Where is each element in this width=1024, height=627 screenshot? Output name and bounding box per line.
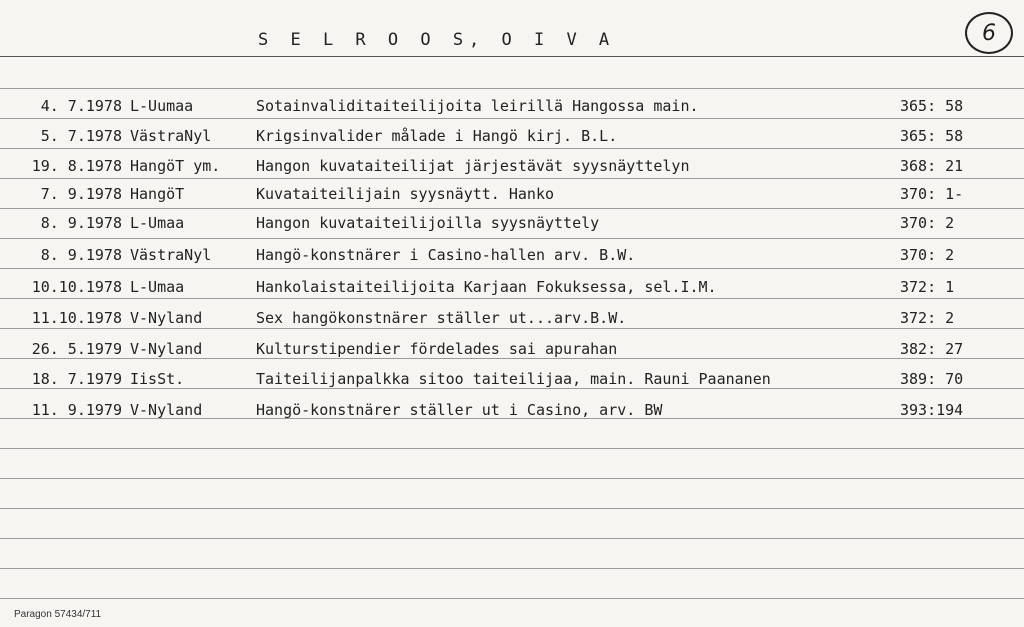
entry-date: 5. 7.1978: [40, 127, 122, 145]
entry-source: IisSt.: [130, 370, 185, 388]
entry-date: 8. 9.1978: [40, 246, 122, 264]
entry-reference: 382: 27: [900, 340, 964, 358]
entry-source: V-Nyland: [130, 401, 203, 419]
ruled-line: [0, 88, 1024, 89]
entry-row: [0, 127, 1024, 155]
entry-reference: 370: 1-: [900, 185, 964, 203]
entry-source: HangöT: [130, 185, 185, 203]
entry-row: [0, 214, 1024, 242]
entry-title: Hankolaistaiteilijoita Karjaan Fokuksessa, sel.I.M.: [256, 278, 717, 296]
entry-row: [0, 246, 1024, 274]
page-number-circle: 6: [965, 12, 1013, 54]
ruled-line: [0, 448, 1024, 449]
entry-row: [0, 309, 1024, 337]
entry-reference: 370: 2: [900, 214, 955, 232]
entry-source: HangöT ym.: [130, 157, 221, 175]
entry-source: VästraNyl: [130, 127, 212, 145]
entry-row: [0, 185, 1024, 213]
entry-title: Krigsinvalider målade i Hangö kirj. B.L.: [256, 127, 618, 145]
entry-date: 26. 5.1979: [31, 340, 122, 358]
entry-reference: 365: 58: [900, 97, 964, 115]
entry-title: Hangon kuvataiteilijoilla syysnäyttely: [256, 214, 600, 232]
entry-title: Kuvataiteilijain syysnäytt. Hanko: [256, 185, 555, 203]
entry-title: Hangö-konstnärer ställer ut i Casino, arv. BW: [256, 401, 663, 419]
entry-title: Kulturstipendier fördelades sai apurahan: [256, 340, 618, 358]
entry-reference: 389: 70: [900, 370, 964, 388]
entry-date: 10.10.1978: [31, 278, 122, 296]
entry-date: 11. 9.1979: [31, 401, 122, 419]
entry-date: 19. 8.1978: [31, 157, 122, 175]
entry-reference: 370: 2: [900, 246, 955, 264]
entry-title: Sotainvaliditaiteilijoita leirillä Hangossa main.: [256, 97, 699, 115]
entry-reference: 365: 58: [900, 127, 964, 145]
ruled-line: [0, 598, 1024, 599]
entry-reference: 393:194: [900, 401, 964, 419]
entry-source: VästraNyl: [130, 246, 212, 264]
entry-source: V-Nyland: [130, 309, 203, 327]
entry-title: Taiteilijanpalkka sitoo taiteilijaa, main. Rauni Paananen: [256, 370, 771, 388]
entry-date: 7. 9.1978: [40, 185, 122, 203]
entry-reference: 368: 21: [900, 157, 964, 175]
entry-source: V-Nyland: [130, 340, 203, 358]
entry-title: Sex hangökonstnärer ställer ut...arv.B.W.: [256, 309, 627, 327]
ruled-line: [0, 478, 1024, 479]
entry-title: Hangon kuvataiteilijat järjestävät syysnäyttelyn: [256, 157, 690, 175]
entry-title: Hangö-konstnärer i Casino-hallen arv. B.W.: [256, 246, 636, 264]
entry-date: 11.10.1978: [31, 309, 122, 327]
printer-imprint: Paragon 57434/711: [14, 609, 102, 620]
entry-row: [0, 370, 1024, 398]
entry-date: 4. 7.1978: [40, 97, 122, 115]
entry-row: [0, 97, 1024, 125]
entry-reference: 372: 2: [900, 309, 955, 327]
entry-source: L-Uumaa: [130, 97, 194, 115]
entry-source: L-Umaa: [130, 278, 185, 296]
ruled-line: [0, 508, 1024, 509]
ruled-line: [0, 538, 1024, 539]
entry-date: 8. 9.1978: [40, 214, 122, 232]
card-title: S E L R O O S, O I V A: [258, 30, 616, 50]
entry-row: [0, 157, 1024, 185]
entry-source: L-Umaa: [130, 214, 185, 232]
entry-reference: 372: 1: [900, 278, 955, 296]
ruled-line: [0, 568, 1024, 569]
entry-date: 18. 7.1979: [31, 370, 122, 388]
entry-row: [0, 278, 1024, 306]
entry-row: [0, 401, 1024, 429]
entry-row: [0, 340, 1024, 368]
